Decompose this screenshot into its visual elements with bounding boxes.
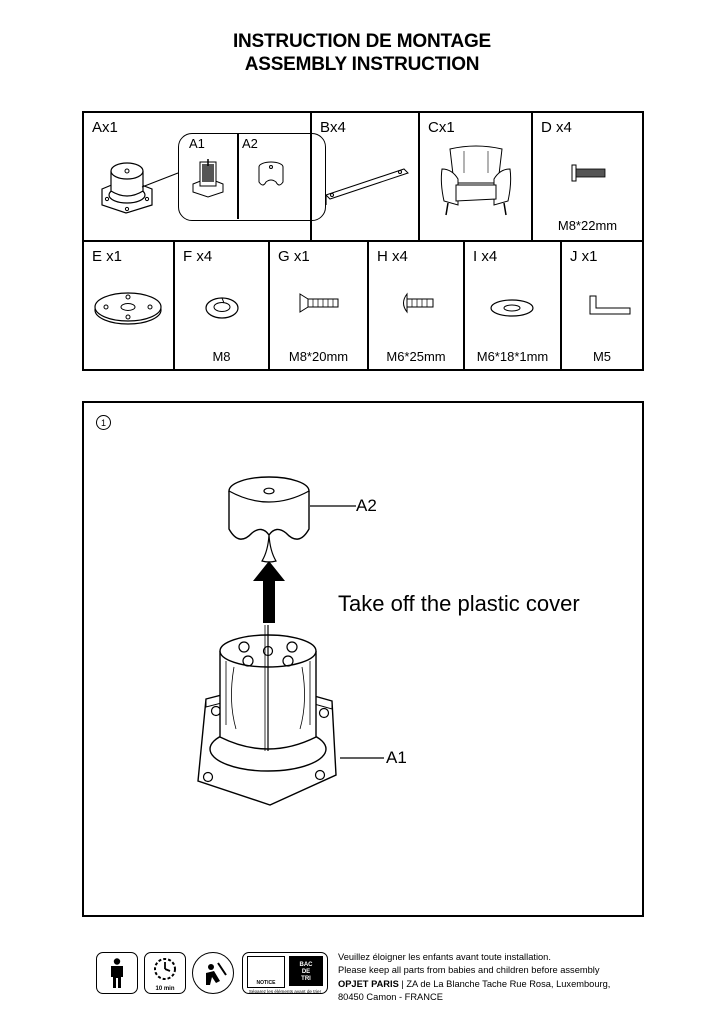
part-f-spec: M8	[212, 349, 231, 364]
part-i-cell	[465, 242, 560, 371]
document-title	[0, 30, 724, 76]
step-number: 1	[96, 415, 111, 430]
detail-divider	[237, 134, 239, 219]
callout-a2: A2	[356, 496, 377, 515]
brand-name: OPJET PARIS	[338, 978, 399, 989]
parts-table	[82, 111, 644, 371]
a1-base-icon	[191, 158, 225, 198]
recycle-text: Séparez les éléments avant de trier	[248, 989, 322, 994]
part-h-cell	[369, 242, 463, 371]
person-icon	[96, 952, 138, 994]
part-j-spec: M5	[592, 349, 612, 364]
bac-de-tri-icon	[289, 956, 323, 986]
part-g-cell	[270, 242, 367, 371]
title-french: INSTRUCTION DE MONTAGE	[232, 31, 492, 52]
part-e-cell	[84, 242, 173, 371]
recycle-box	[242, 952, 328, 994]
callout-connector	[140, 171, 180, 191]
metal-bar-icon	[322, 165, 412, 205]
part-f-cell	[175, 242, 268, 371]
countersunk-screw-icon	[298, 292, 340, 314]
address-line-2: 80450 Camon - FRANCE	[338, 992, 443, 1003]
part-c-label: Cx1	[428, 119, 455, 136]
part-d-spec: M8*22mm	[557, 218, 618, 233]
notice-label: NOTICE	[256, 980, 276, 986]
part-a1-label: A1	[189, 136, 205, 151]
part-a-label: Ax1	[92, 119, 118, 136]
tools-icon	[192, 952, 234, 994]
notice-box	[247, 956, 285, 988]
round-plate-icon	[92, 288, 164, 328]
base-a1-illustration	[192, 621, 342, 811]
callout-a1: A1	[386, 748, 407, 767]
part-b-label: Bx4	[320, 119, 346, 136]
part-f-label: F x4	[183, 248, 213, 265]
bac-line-3: TRI	[301, 976, 311, 982]
title-english: ASSEMBLY INSTRUCTION	[244, 54, 480, 75]
bac-line-1: BAC	[299, 962, 313, 968]
footer-text	[338, 951, 610, 1005]
warning-en: Please keep all parts from babies and children before assembly	[338, 965, 600, 976]
leader-line-a1	[340, 755, 386, 761]
round-head-screw-icon	[399, 292, 435, 314]
part-i-label: I x4	[473, 248, 498, 265]
part-a-cell	[84, 113, 310, 240]
armchair-icon	[438, 143, 514, 217]
part-d-label: D x4	[541, 119, 572, 136]
plastic-cover-a2-illustration	[224, 471, 314, 563]
up-arrow-icon	[252, 561, 286, 625]
flat-washer-icon	[489, 298, 535, 318]
part-g-label: G x1	[278, 248, 310, 265]
part-j-cell	[562, 242, 642, 371]
time-label: 10 min	[155, 986, 175, 992]
bac-line-2: DE	[301, 969, 311, 975]
warning-fr: Veuillez éloigner les enfants avant toute installation.	[338, 952, 551, 962]
part-e-label: E x1	[92, 248, 123, 265]
part-c-cell	[420, 113, 531, 240]
instruction-caption: Take off the plastic cover	[338, 591, 580, 616]
part-h-label: H x4	[377, 248, 408, 265]
leader-line-a2	[310, 503, 358, 509]
part-b-cell	[312, 113, 418, 240]
bolt-icon	[571, 163, 607, 183]
part-i-spec: M6*18*1mm	[476, 349, 549, 364]
step-1-panel	[82, 401, 644, 917]
part-g-spec: M8*20mm	[288, 349, 349, 364]
allen-key-icon	[588, 294, 632, 318]
part-d-cell	[533, 113, 642, 240]
part-j-label: J x1	[570, 248, 598, 265]
part-h-spec: M6*25mm	[386, 349, 446, 364]
part-a-detail-box	[178, 133, 326, 221]
address-line-1: | ZA de La Blanche Tache Rue Rosa, Luxembourg,	[398, 978, 611, 989]
company-address	[338, 978, 610, 991]
part-a2-label: A2	[242, 136, 258, 151]
clock-icon	[144, 952, 186, 994]
a2-cover-icon	[256, 160, 286, 194]
spring-washer-icon	[203, 295, 241, 321]
